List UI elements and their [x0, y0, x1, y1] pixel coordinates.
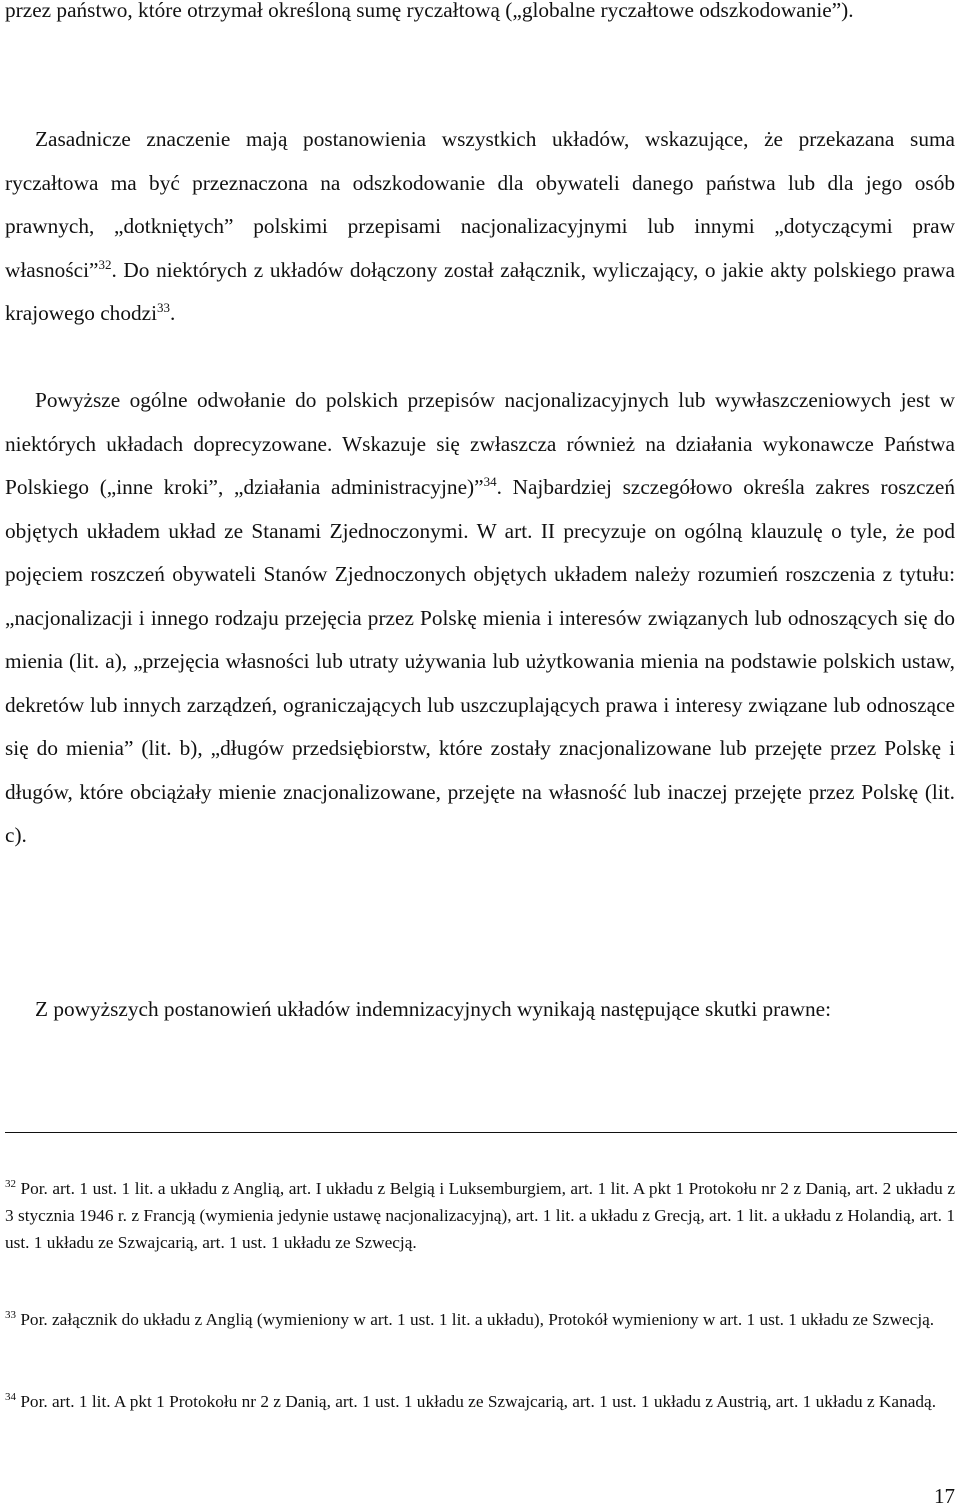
paragraph-text: Zasadnicze znaczenie mają postanowienia wszystkich układów, wskazujące, że przekazana suma ryczałtowa ma być przeznaczona na odszkodowanie dla obywateli danego państwa lub dla jego osób prawnych, „dotkniętych” polskimi przepisami nacjonalizacyjnymi lub innymi „dotyczącymi praw własności” [5, 127, 955, 282]
footnote-ref-33[interactable]: 33 [156, 300, 170, 315]
footnote-text: Por. art. 1 ust. 1 lit. a układu z Anglią, art. I układu z Belgią i Luksemburgiem, art. 1 lit. A pkt 1 Protokołu nr 2 z Danią, art. 2 układu z 3 stycznia 1946 r. z Francją (wymienia jedynie ustawę nacjonalizacyjną), art. 1 lit. a układu z Grecją, art. 1 lit. a układu z Holandią, art. 1 ust. 1 układu ze Szwajcarią, art. 1 ust. 1 układu ze Szwecją. [5, 1179, 955, 1252]
paragraph-settlement-purpose [5, 118, 955, 336]
paragraph-text: . Najbardziej szczegółowo określa zakres roszczeń objętych układem układ ze Stanami Zjednoczonymi. W art. II precyzuje on ogólną klauzulę o tyle, że pod pojęciem roszczeń obywateli Stanów Zjednoczonych objętych układem należy rozumień roszczenia z tytułu: „nacjonalizacji i innego rodzaju przejęcia przez Polskę mienia i interesów związanych lub odnoszących się do mienia (lit. a), „przejęcia własności lub utraty używania lub użytkowania mienia na podstawie polskich ustaw, dekretów lub innych zarządzeń, ograniczających lub uszczuplających prawa i interesy związane lub odnoszące się do mienia” (lit. b), „długów przedsiębiorstw, które zostały znacjonalizowane lub przejęte przez Polskę i długów, które obciążały mienie znacjonalizowane, przejęte na własność lub inaczej przejęte przez Polskę (lit. c). [5, 475, 955, 847]
footnote-32 [5, 1175, 955, 1256]
footnote-ref-32[interactable]: 32 [98, 256, 112, 272]
paragraph-consequences [5, 988, 955, 1032]
footnote-34 [5, 1388, 955, 1415]
footnote-divider [5, 1132, 957, 1133]
footnote-ref-34[interactable]: 34 [483, 474, 497, 489]
footnote-33 [5, 1306, 955, 1333]
footnote-text: Por. art. 1 lit. A pkt 1 Protokołu nr 2 z Danią, art. 1 ust. 1 układu ze Szwajcarią, art. 1 ust. 1 układu z Austrią, art. 1 układu z Kanadą. [16, 1392, 937, 1411]
paragraph-text: przez państwo, które otrzymał określoną sumę ryczałtową („globalne ryczałtowe odszkodowanie”). [5, 0, 854, 22]
paragraph-text: . Do niektórych z układów dołączony został załącznik, wyliczający, o jakie akty polskiego prawa krajowego chodzi [5, 257, 955, 325]
page-number: 17 [934, 1484, 955, 1508]
paragraph-text: Powyższe ogólne odwołanie do polskich przepisów nacjonalizacyjnych lub wywłaszczeniowych jest w niektórych układach doprecyzowane. Wskazuje się zwłaszcza również na działania wykonawcze Państwa Polskiego („inne kroki”, „działania administracyjne)” [5, 388, 955, 499]
paragraph-continuation [5, 0, 955, 33]
footnote-number: 34 [5, 1391, 16, 1403]
footnote-text: Por. załącznik do układu z Anglią (wymieniony w art. 1 ust. 1 lit. a układu), Protokół wymieniony w art. 1 ust. 1 układu ze Szwecją. [16, 1310, 935, 1329]
paragraph-text: Z powyższych postanowień układów indemnizacyjnych wynikają następujące skutki prawne: [35, 997, 832, 1021]
paragraph-claims-scope [5, 379, 955, 858]
footnote-number: 33 [5, 1309, 16, 1321]
footnote-number: 32 [5, 1178, 16, 1190]
paragraph-text: . [169, 301, 176, 325]
